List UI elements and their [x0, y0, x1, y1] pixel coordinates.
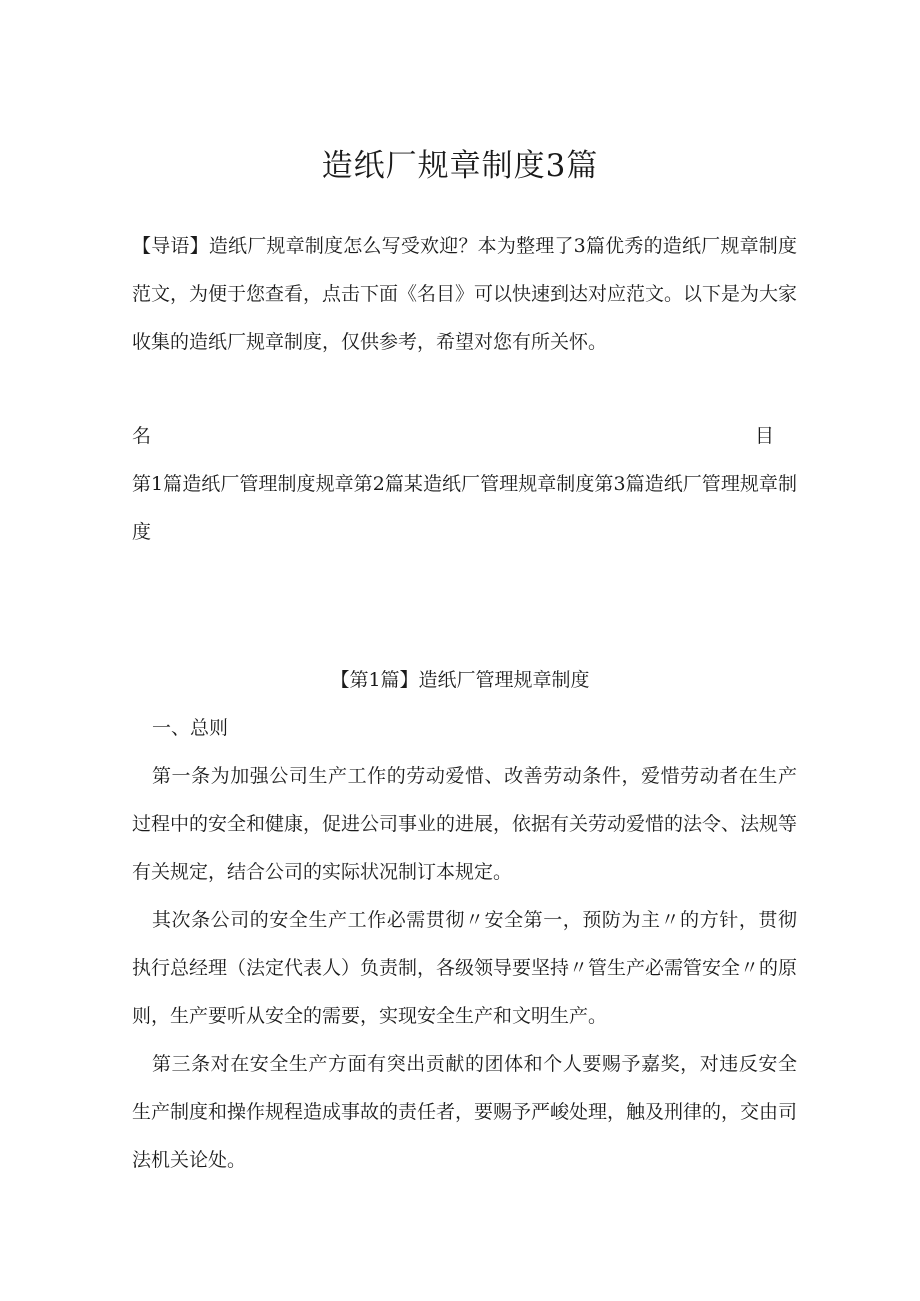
toc-heading	[132, 412, 774, 460]
article-paragraph: 第三条对在安全生产方面有突出贡献的团体和个人要赐予嘉奖，对违反安全生产制度和操作规程造成事故的责任者，要赐予严峻处理，触及刑律的，交由司法机关论处。	[132, 1053, 798, 1171]
toc-heading-left: 名	[132, 425, 152, 447]
intro-paragraph: 【导语】造纸厂规章制度怎么写受欢迎？本为整理了3篇优秀的造纸厂规章制度范文，为便于您查看，点击下面《名目》可以快速到达对应范文。以下是为大家收集的造纸厂规章制度，仅供参考，希望对您有所关怀。	[132, 235, 798, 353]
toc-entries[interactable]: 第1篇造纸厂管理制度规章第2篇某造纸厂管理规章制度第3篇造纸厂管理规章制度	[132, 473, 797, 543]
section-heading: 【第1篇】造纸厂管理规章制度	[330, 669, 590, 691]
toc-heading-right: 目	[754, 425, 774, 447]
article-paragraph: 第一条为加强公司生产工作的劳动爱惜、改善劳动条件，爱惜劳动者在生产过程中的安全和健康，促进公司事业的进展，依据有关劳动爱惜的法令、法规等有关规定，结合公司的实际状况制订本规定。	[132, 765, 798, 883]
chapter-heading: 一、总则	[152, 717, 229, 739]
document-title: 造纸厂规章制度3篇	[321, 148, 599, 184]
article-paragraph: 其次条公司的安全生产工作必需贯彻〃安全第一，预防为主〃的方针，贯彻执行总经理（法定代表人）负责制，各级领导要坚持〃管生产必需管安全〃的原则，生产要听从安全的需要，实现安全生产和文明生产。	[132, 909, 798, 1027]
